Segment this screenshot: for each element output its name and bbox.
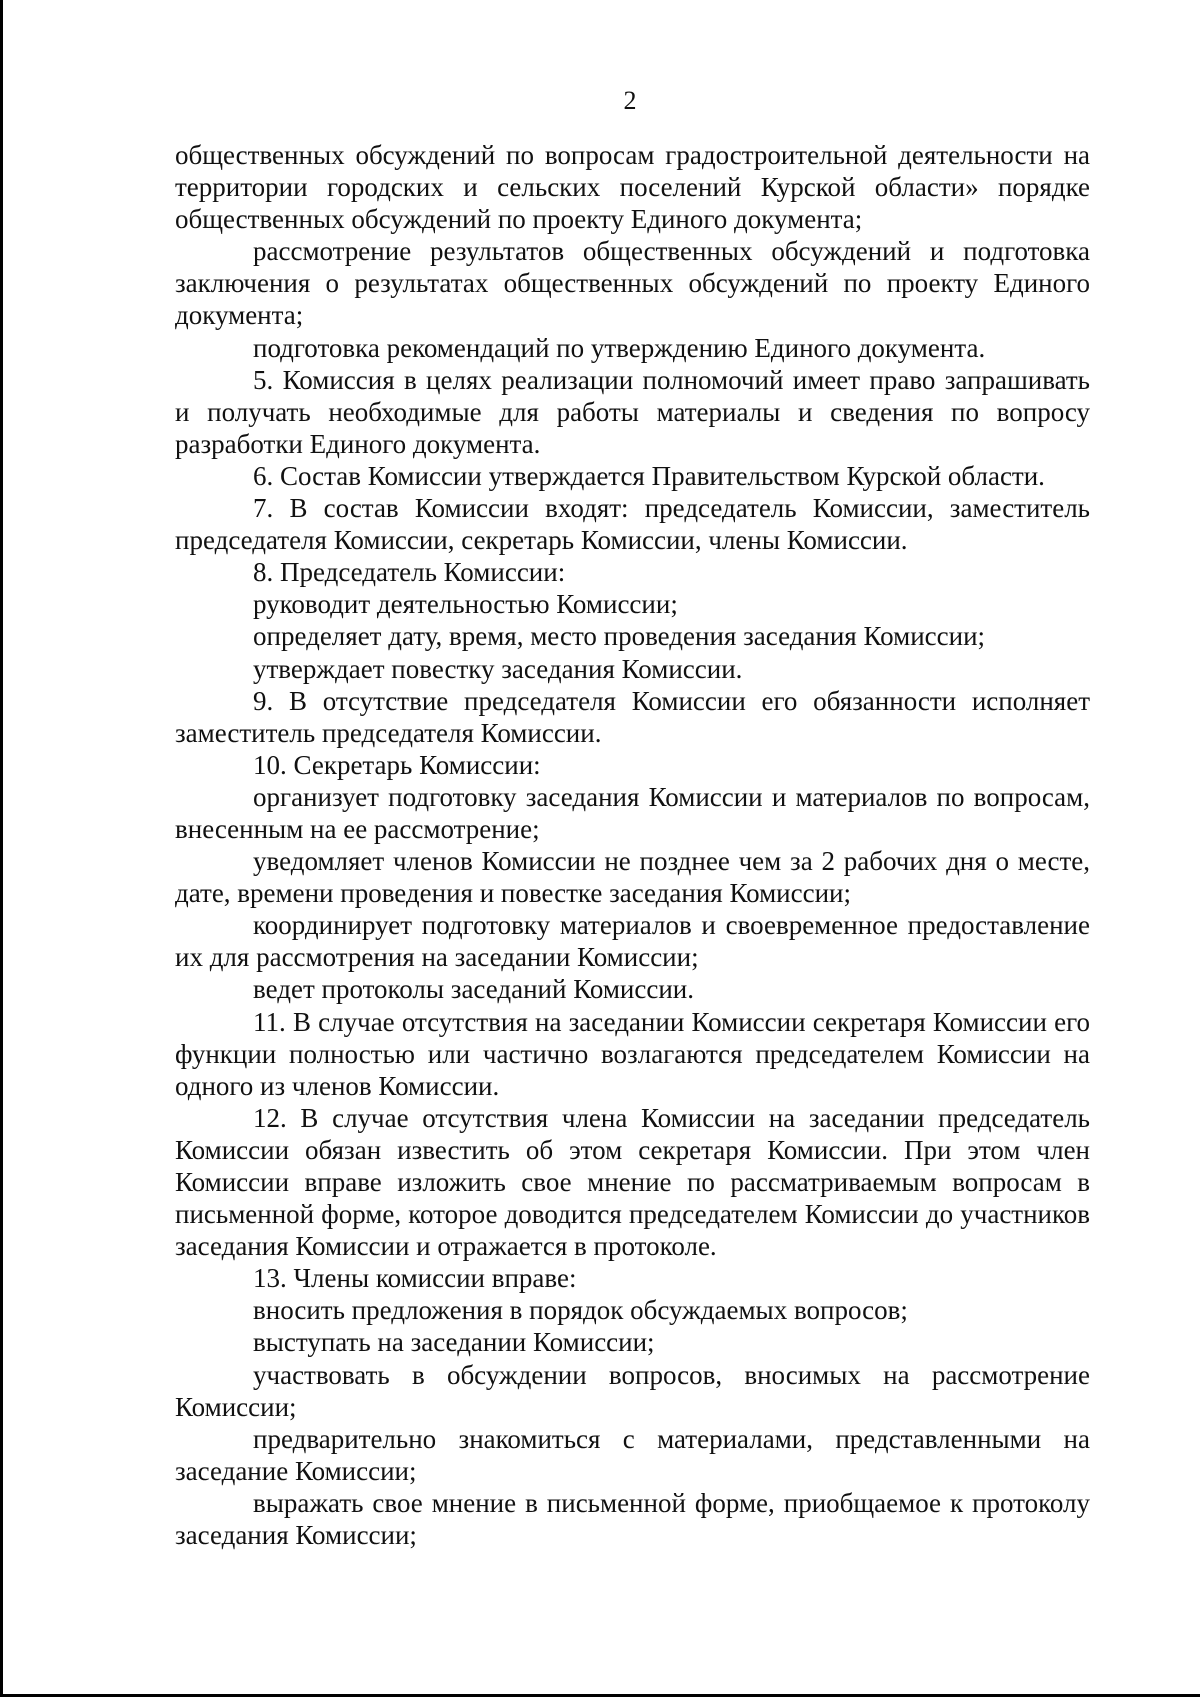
- document-body: [175, 139, 1090, 1551]
- paragraph: подготовка рекомендаций по утверждению Единого документа.: [253, 332, 986, 363]
- clause-13: 13. Члены комиссии вправе:: [253, 1263, 577, 1294]
- paragraph: выступать на заседании Комиссии;: [253, 1327, 655, 1358]
- paragraph: рассмотрение результатов общественных обсуждений и подготовка заключения о результатах общественных обсуждений по проекту Единого документа;: [175, 236, 1090, 331]
- paragraph: определяет дату, время, место проведения заседания Комиссии;: [253, 621, 986, 652]
- clause-8: 8. Председатель Комиссии:: [253, 557, 566, 588]
- clause-12: 12. В случае отсутствия члена Комиссии на заседании председатель Комиссии обязан известить об этом секретаря Комиссии. При этом член Комиссии вправе изложить свое мнение по рассматриваемым вопросам в письменной форме, которое доводится председателем Комиссии до участников заседания Комиссии и отражается в протоколе.: [175, 1102, 1090, 1262]
- clause-6: 6. Состав Комиссии утверждается Правительством Курской области.: [253, 460, 1045, 491]
- paragraph: организует подготовку заседания Комиссии и материалов по вопросам, внесенным на ее рассмотрение;: [175, 781, 1090, 844]
- paragraph: предварительно знакомиться с материалами, представленными на заседание Комиссии;: [175, 1423, 1090, 1486]
- paragraph: участвовать в обсуждении вопросов, вносимых на рассмотрение Комиссии;: [175, 1359, 1090, 1422]
- paragraph: выражать свое мнение в письменной форме, приобщаемое к протоколу заседания Комиссии;: [175, 1487, 1090, 1551]
- paragraph-continuation: общественных обсуждений по вопросам градостроительной деятельности на территории городских и сельских поселений Курской области» порядке общественных обсуждений по проекту Единого документа;: [175, 140, 1090, 235]
- paragraph: утверждает повестку заседания Комиссии.: [253, 653, 743, 684]
- clause-7: 7. В состав Комиссии входят: председатель Комиссии, заместитель председателя Комиссии, секретарь Комиссии, члены Комиссии.: [175, 493, 1090, 556]
- clause-10: 10. Секретарь Комиссии:: [253, 749, 541, 780]
- clause-9: 9. В отсутствие председателя Комиссии его обязанности исполняет заместитель председателя Комиссии.: [175, 685, 1090, 748]
- paragraph: ведет протоколы заседаний Комиссии.: [253, 974, 694, 1005]
- clause-11: 11. В случае отсутствия на заседании Комиссии секретаря Комиссии его функции полностью или частично возлагаются председателем Комиссии на одного из членов Комиссии.: [175, 1006, 1090, 1101]
- paragraph: уведомляет членов Комиссии не позднее чем за 2 рабочих дня о месте, дате, времени проведения и повестке заседания Комиссии;: [175, 846, 1090, 909]
- clause-5: 5. Комиссия в целях реализации полномочий имеет право запрашивать и получать необходимые для работы материалы и сведения по вопросу разработки Единого документа.: [175, 364, 1090, 459]
- paragraph: координирует подготовку материалов и своевременное предоставление их для рассмотрения на заседании Комиссии;: [175, 910, 1090, 973]
- page-number: 2: [623, 86, 637, 115]
- paragraph: руководит деятельностью Комиссии;: [253, 589, 678, 620]
- paragraph: вносить предложения в порядок обсуждаемых вопросов;: [253, 1295, 908, 1326]
